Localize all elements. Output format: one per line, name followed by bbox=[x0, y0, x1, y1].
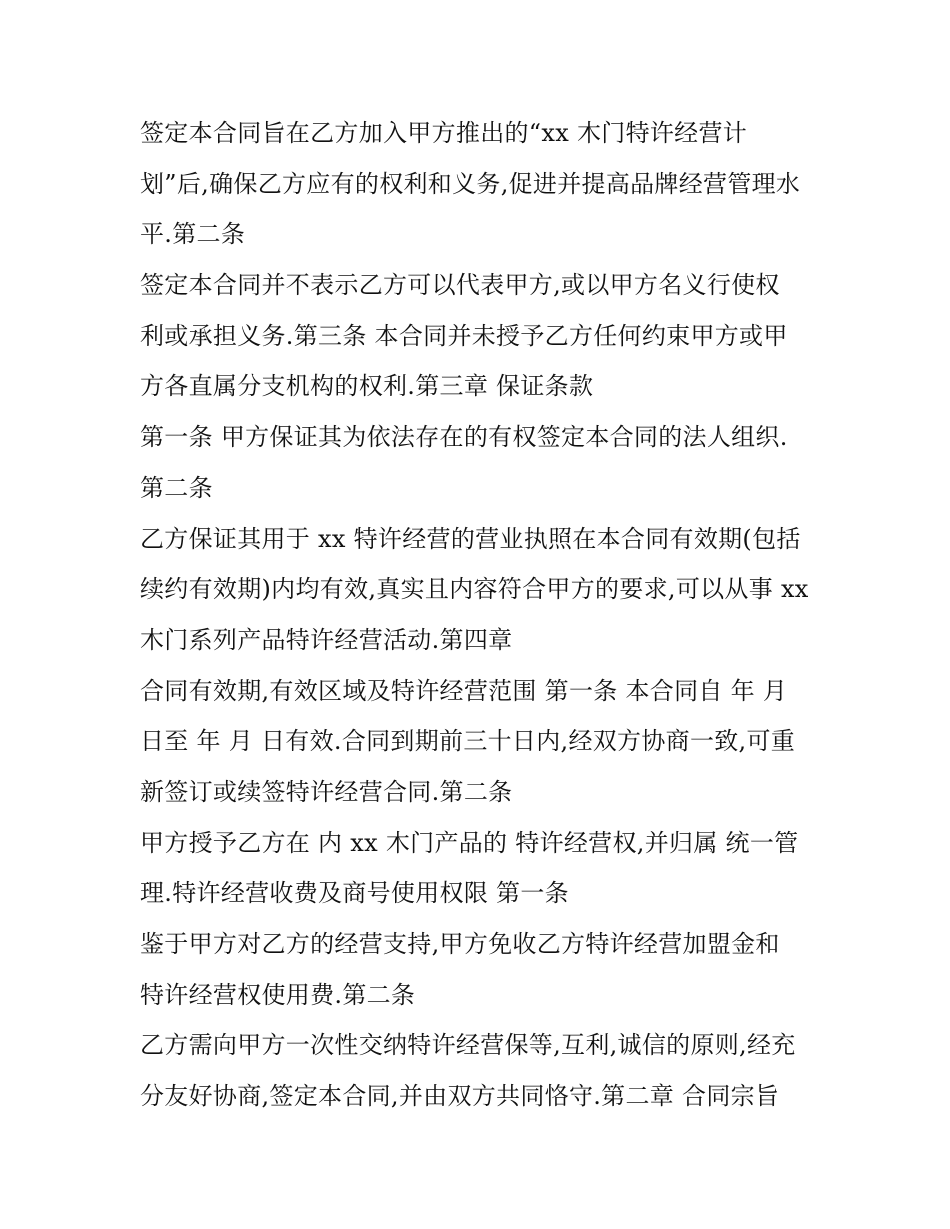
text-line: 鉴于甲方对乙方的经营支持,甲方免收乙方特许经营加盟金和 bbox=[140, 930, 780, 958]
text-line: 理.特许经营收费及商号使用权限 第一条 bbox=[140, 879, 569, 908]
text-line: 特许经营权使用费.第二条 bbox=[140, 980, 416, 1009]
text-line: 方各直属分支机构的权利.第三章 保证条款 bbox=[140, 372, 594, 401]
text-line: 合同有效期,有效区域及特许经营范围 第一条 本合同自 年 月 bbox=[140, 676, 788, 705]
text-line: 平.第二条 bbox=[140, 220, 246, 249]
text-line: 木门系列产品特许经营活动.第四章 bbox=[140, 625, 513, 654]
text-line: 签定本合同并不表示乙方可以代表甲方,或以甲方名义行使权 bbox=[140, 271, 780, 300]
text-line: 利或承担义务.第三条 本合同并未授予乙方任何约束甲方或甲 bbox=[140, 321, 788, 350]
text-line: 乙方保证其用于 xx 特许经营的营业执照在本合同有效期(包括 bbox=[140, 524, 801, 553]
text-line: 新签订或续签特许经营合同.第二条 bbox=[140, 777, 513, 806]
text-line: 甲方授予乙方在 内 xx 木门产品的 特许经营权,并归属 统一管 bbox=[140, 828, 799, 857]
text-line: 第一条 甲方保证其为依法存在的有权签定本合同的法人组织. bbox=[140, 423, 788, 452]
text-line: 分友好协商,签定本合同,并由双方共同恪守.第二章 合同宗旨 bbox=[140, 1082, 780, 1111]
text-line: 日至 年 月 日有效.合同到期前三十日内,经双方协商一致,可重 bbox=[140, 727, 796, 756]
document-body bbox=[140, 108, 830, 1122]
text-line: 划”后,确保乙方应有的权利和义务,促进并提高品牌经营管理水 bbox=[140, 169, 801, 198]
text-line: 续约有效期)内均有效,真实且内容符合甲方的要求,可以从事 xx bbox=[140, 575, 809, 604]
text-line: 乙方需向甲方一次性交纳特许经营保等,互利,诚信的原则,经充 bbox=[140, 1031, 796, 1060]
text-line: 签定本合同旨在乙方加入甲方推出的“xx 木门特许经营计 bbox=[140, 119, 748, 147]
text-line: 第二条 bbox=[140, 473, 213, 502]
